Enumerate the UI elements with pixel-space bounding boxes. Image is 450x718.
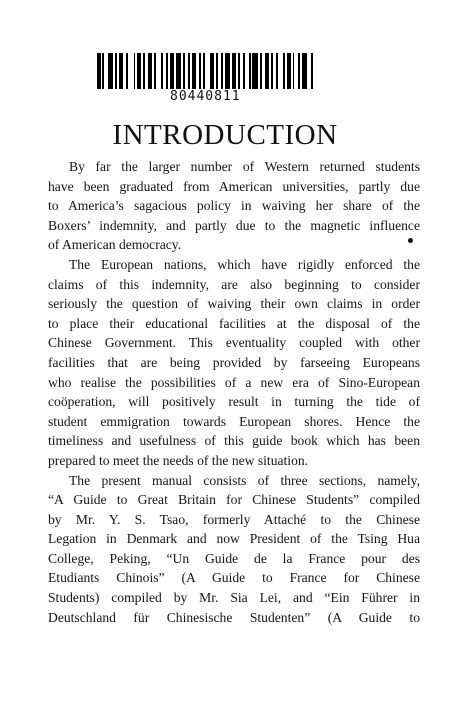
text-line: By far the larger number of Western returned students (69, 159, 420, 174)
text-line: Boxers’ indemnity, and partly due to the magnetic influence (48, 217, 420, 233)
text-line: Students) compiled by Mr. Sia Lei, and “Ein Führer in (48, 590, 420, 606)
text-line: coöperation, will positively result in turning the tide of (48, 394, 420, 410)
text-line: student emmigration towards European shores. Hence the (48, 413, 420, 429)
text-line: Chinese Government. This eventuality coupled with other (48, 335, 420, 351)
paragraph-2 (48, 255, 420, 471)
text-line: to place their educational facilities at the disposal of the (48, 315, 420, 331)
text-line: by Mr. Y. S. Tsao, formerly Attaché to the Chinese (48, 511, 420, 527)
text-line: claims of this indemnity, are also beginning to consider (48, 276, 420, 292)
paragraph-1 (48, 157, 420, 255)
text-line: seriously the question of waiving their own claims in order (48, 296, 420, 312)
page-title: INTRODUCTION (112, 119, 338, 151)
text-line: Legation in Denmark and now President of the Tsing Hua (48, 531, 420, 547)
barcode (97, 53, 315, 89)
paragraph-3 (48, 471, 420, 628)
barcode-bar (313, 53, 315, 89)
text-line: The European nations, which have rigidly enforced the (69, 256, 420, 272)
ink-speck (408, 238, 413, 243)
text-line: facilities that are being provided by farseeing Europeans (48, 354, 420, 370)
text-line: prepared to meet the needs of the new situation. (48, 452, 309, 468)
text-line: Deutschland für Chinesische Studenten” (A Guide to (48, 609, 420, 625)
barcode-number: 80440811 (170, 89, 241, 104)
text-line: The present manual consists of three sections, namely, (69, 472, 420, 488)
body-text (48, 157, 420, 627)
text-line: who realise the possibilities of a new era of Sino-European (48, 374, 420, 390)
text-line: to America’s sagacious policy in waiving her share of the (48, 198, 420, 214)
text-line: timeliness and usefulness of this guide book which has been (48, 433, 420, 449)
text-line: Etudiants Chinois” (A Guide to France for Chinese (48, 570, 420, 586)
text-line: have been graduated from American universities, partly due (48, 178, 420, 194)
text-line: College, Peking, “Un Guide de la France pour des (48, 550, 420, 566)
text-line: of American democracy. (48, 237, 182, 253)
text-line: “A Guide to Great Britain for Chinese Students” compiled (48, 492, 420, 508)
